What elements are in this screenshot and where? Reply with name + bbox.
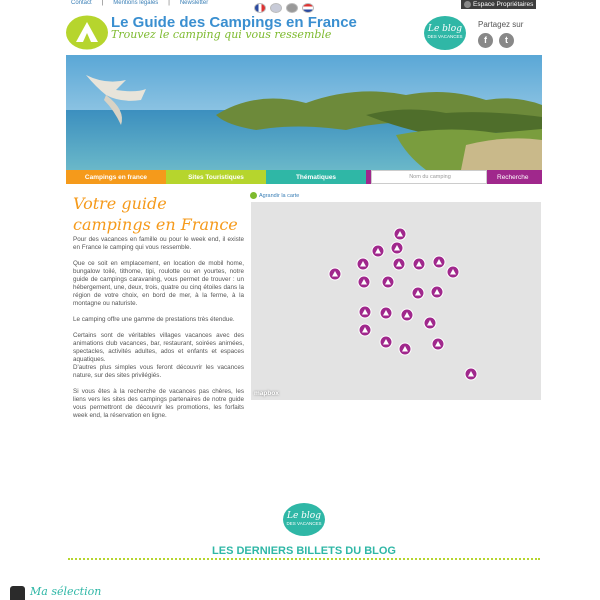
coastline-banner-image xyxy=(66,55,542,170)
ma-selection-label[interactable]: Ma sélection xyxy=(30,585,102,598)
blog-sub: DES VACANCES xyxy=(427,34,463,39)
newsletter-link[interactable]: Newsletter xyxy=(179,0,209,6)
nav-sites-touristiques[interactable]: Sites Touristiques xyxy=(166,170,266,184)
map-marker-icon[interactable] xyxy=(465,368,477,380)
map-marker-icon[interactable] xyxy=(372,245,384,257)
map-marker-icon[interactable] xyxy=(399,343,411,355)
intro-paragraph: Pour des vacances en famille ou pour le week end, il existe en France le camping qui vous ressemble. xyxy=(73,236,244,251)
separator: | xyxy=(168,0,170,6)
map-marker-icon[interactable] xyxy=(424,317,436,329)
main-nav xyxy=(66,170,542,184)
prestations-paragraph: Le camping offre une gamme de prestations très étendue. xyxy=(73,316,235,323)
hebergement-paragraph: Que ce soit en emplacement, en location de mobil home, bungalow toilé, tithome, tipi, roulotte ou en yourtes, notre guide de campings caravaning, vous permet de trouver : un hébergement, une, deux, trois, quatre ou cinq étoiles dans la région de votre choix, en bord de mer, à la ferme, à la montagne ou naturiste. xyxy=(73,260,244,307)
mentions-link[interactable]: Mentions légales xyxy=(113,0,159,6)
blog-word: Le blog xyxy=(287,511,321,521)
map-marker-icon[interactable] xyxy=(359,324,371,336)
share-label: Partagez sur xyxy=(478,20,524,29)
enlarge-icon xyxy=(250,192,257,199)
map-marker-icon[interactable] xyxy=(433,256,445,268)
map-marker-icon[interactable] xyxy=(380,307,392,319)
map-marker-icon[interactable] xyxy=(357,258,369,270)
blog-badge-bottom[interactable] xyxy=(283,503,325,536)
selection-icon[interactable] xyxy=(10,586,25,600)
blog-sub: DES VACANCES xyxy=(286,521,322,526)
twitter-icon[interactable]: t xyxy=(499,33,514,48)
camping-logo-icon[interactable] xyxy=(66,15,109,50)
map-marker-icon[interactable] xyxy=(401,309,413,321)
blog-word: Le blog xyxy=(428,24,462,34)
enlarge-map-link[interactable] xyxy=(250,192,299,199)
map-marker-icon[interactable] xyxy=(329,268,341,280)
enlarge-label: Agrandir la carte xyxy=(259,192,300,199)
dotted-divider xyxy=(68,558,540,560)
map-marker-icon[interactable] xyxy=(359,306,371,318)
blog-badge[interactable] xyxy=(424,16,466,50)
search-button[interactable]: Recherche xyxy=(497,173,529,181)
nature-paragraph: D'autres plus simples vous feront découvrir les vacances nature, sur des sites privilégiés. xyxy=(73,364,244,379)
site-tagline: Trouvez le camping qui vous ressemble xyxy=(111,28,332,41)
espace-proprietaires-button[interactable] xyxy=(461,0,536,9)
map-marker-icon[interactable] xyxy=(382,276,394,288)
site-title[interactable]: Le Guide des Campings en France xyxy=(111,14,357,31)
blog-heading: LES DERNIERS BILLETS DU BLOG xyxy=(212,545,396,557)
contact-link[interactable]: Contact xyxy=(71,0,92,6)
map-marker-icon[interactable] xyxy=(393,258,405,270)
map-marker-icon[interactable] xyxy=(432,338,444,350)
top-links xyxy=(60,0,208,10)
page-heading: Votre guide campings en France xyxy=(73,194,238,234)
separator: | xyxy=(101,0,104,6)
espace-label: Espace Propriétaires xyxy=(473,1,534,8)
map-marker-icon[interactable] xyxy=(380,336,392,348)
flag-de-icon[interactable] xyxy=(286,3,298,13)
camping-search-input[interactable]: Nom du camping xyxy=(371,170,487,184)
map-marker-icon[interactable] xyxy=(447,266,459,278)
mapbox-attribution[interactable]: mapbox xyxy=(254,390,279,397)
map-marker-icon[interactable] xyxy=(358,276,370,288)
map-marker-icon[interactable] xyxy=(391,242,403,254)
map-marker-icon[interactable] xyxy=(394,228,406,240)
nav-thematiques[interactable]: Thématiques xyxy=(266,170,366,184)
user-icon xyxy=(464,1,471,8)
nav-search-area xyxy=(366,170,542,184)
flag-uk-icon[interactable] xyxy=(270,3,282,13)
facebook-icon[interactable]: f xyxy=(478,33,493,48)
nav-campings[interactable]: Campings en france xyxy=(66,170,166,184)
camping-map[interactable] xyxy=(251,202,541,400)
promotions-paragraph: Si vous êtes à la recherche de vacances pas chères, les liens vers les sites des campings partenaires de notre guide vous permettront de découvrir les promotions, les forfaits week end, la réservation en ligne. xyxy=(73,388,244,419)
villages-paragraph: Certains sont de véritables villages vacances avec des animations club vacances, bar, restaurant, soirées animées, spectacles, activités adultes, ados et enfants et espaces aquatiques. xyxy=(73,332,244,363)
language-flags xyxy=(254,3,314,13)
map-marker-icon[interactable] xyxy=(431,286,443,298)
map-markers xyxy=(251,202,541,400)
map-marker-icon[interactable] xyxy=(412,287,424,299)
map-marker-icon[interactable] xyxy=(413,258,425,270)
flag-fr-icon[interactable] xyxy=(254,3,266,13)
flag-nl-icon[interactable] xyxy=(302,3,314,13)
